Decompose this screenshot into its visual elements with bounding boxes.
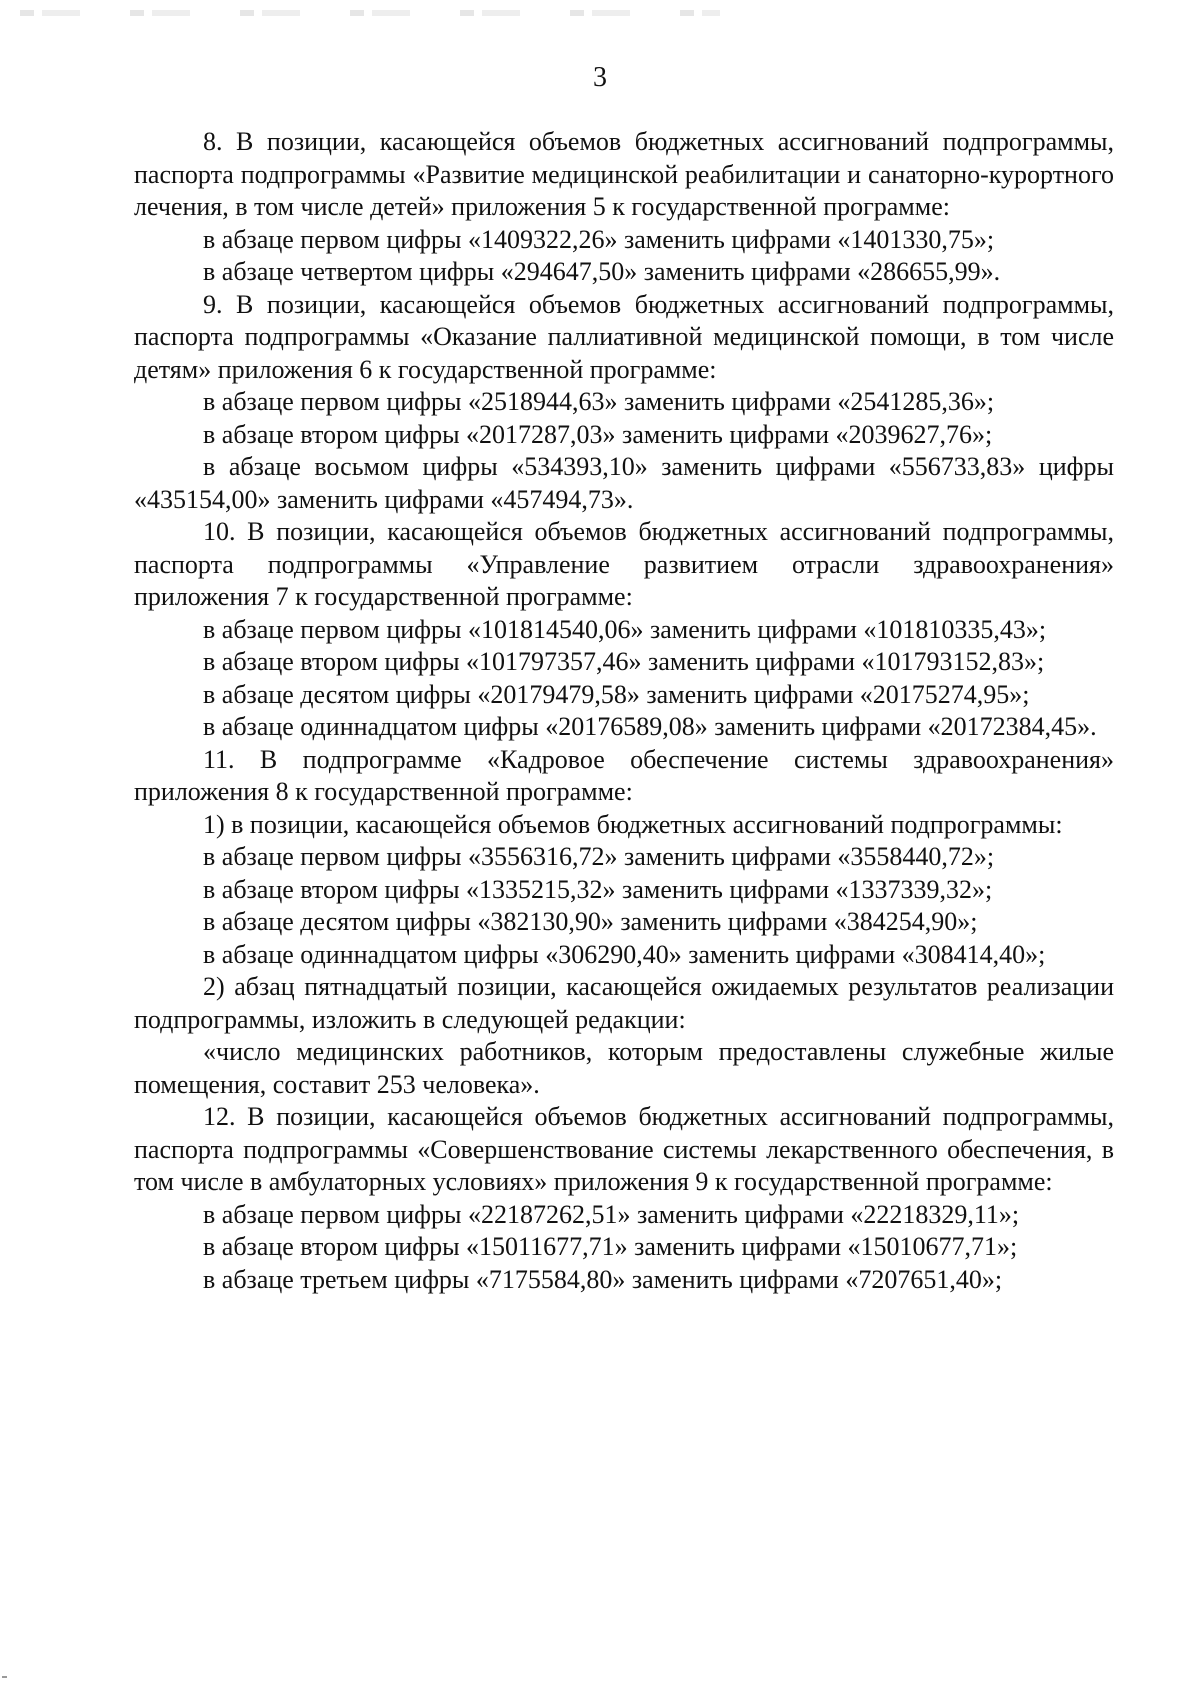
- paragraph-item-12-line-3: в абзаце третьем цифры «7175584,80» заменить цифрами «7207651,40»;: [203, 1264, 1003, 1294]
- paragraph-item-9-line-3: в абзаце восьмом цифры «534393,10» заменить цифрами «556733,83» цифры «435154,00» заменить цифрами «457494,73».: [134, 452, 1114, 514]
- page-number: 3: [593, 62, 607, 93]
- paragraph-item-10-line-1: в абзаце первом цифры «101814540,06» заменить цифрами «101810335,43»;: [203, 614, 1047, 644]
- paragraph-item-11-line-1: в абзаце первом цифры «3556316,72» заменить цифрами «3558440,72»;: [203, 842, 995, 871]
- paragraph-item-11-quote: «число медицинских работников, которым предоставлены служебные жилые помещения, составит 253 человека».: [134, 1037, 1114, 1099]
- paragraph-item-12-line-1: в абзаце первом цифры «22187262,51» заменить цифрами «22218329,11»;: [203, 1199, 1020, 1229]
- paragraph-item-11-line-2: в абзаце втором цифры «1335215,32» заменить цифрами «1337339,32»;: [203, 874, 993, 904]
- paragraph-item-12: 12. В позиции, касающейся объемов бюджетных ассигнований подпрограммы, паспорта подпрограммы «Совершенствование системы лекарственного обеспечения, в том числе в амбулаторных условиях» приложения 9 к государственной программе:: [134, 1102, 1114, 1196]
- paragraph-item-11-line-3: в абзаце десятом цифры «382130,90» заменить цифрами «384254,90»;: [203, 907, 978, 936]
- paragraph-item-11-line-4: в абзаце одиннадцатом цифры «306290,40» заменить цифрами «308414,40»;: [203, 939, 1046, 969]
- paragraph-item-10: 10. В позиции, касающейся объемов бюджетных ассигнований подпрограммы, паспорта подпрограммы «Управление развитием отрасли здравоохранения» приложения 7 к государственной программе:: [134, 517, 1114, 611]
- paragraph-item-10-line-2: в абзаце втором цифры «101797357,46» заменить цифрами «101793152,83»;: [203, 647, 1045, 676]
- paragraph-item-11-sub-2: 2) абзац пятнадцатый позиции, касающейся ожидаемых результатов реализации подпрограммы, изложить в следующей редакции:: [134, 972, 1114, 1034]
- paragraph-item-8-line-1: в абзаце первом цифры «1409322,26» заменить цифрами «1401330,75»;: [203, 224, 995, 254]
- paragraph-item-9: 9. В позиции, касающейся объемов бюджетных ассигнований подпрограммы, паспорта подпрограммы «Оказание паллиативной медицинской помощи, в том числе детям» приложения 6 к государственной программе:: [134, 289, 1114, 384]
- paragraph-item-9-line-2: в абзаце втором цифры «2017287,03» заменить цифрами «2039627,76»;: [203, 419, 993, 449]
- paragraph-item-9-line-1: в абзаце первом цифры «2518944,63» заменить цифрами «2541285,36»;: [203, 387, 995, 416]
- scan-artifact-top: [20, 10, 720, 16]
- document-body: [134, 126, 1114, 1296]
- paragraph-item-11: 11. В подпрограмме «Кадровое обеспечение системы здравоохранения» приложения 8 к государственной программе:: [134, 744, 1114, 806]
- paragraph-item-10-line-4: в абзаце одиннадцатом цифры «20176589,08» заменить цифрами «20172384,45».: [203, 712, 1097, 741]
- paragraph-item-11-sub-1: 1) в позиции, касающейся объемов бюджетных ассигнований подпрограммы:: [203, 809, 1063, 839]
- paragraph-item-8: 8. В позиции, касающейся объемов бюджетных ассигнований подпрограммы, паспорта подпрограммы «Развитие медицинской реабилитации и санаторно-курортного лечения, в том числе детей» приложения 5 к государственной программе:: [134, 127, 1114, 221]
- paragraph-item-12-line-2: в абзаце втором цифры «15011677,71» заменить цифрами «15010677,71»;: [203, 1232, 1018, 1261]
- paragraph-item-8-line-2: в абзаце четвертом цифры «294647,50» заменить цифрами «286655,99».: [203, 257, 1001, 286]
- scan-artifact-mark: [2, 1676, 7, 1678]
- paragraph-item-10-line-3: в абзаце десятом цифры «20179479,58» заменить цифрами «20175274,95»;: [203, 679, 1030, 709]
